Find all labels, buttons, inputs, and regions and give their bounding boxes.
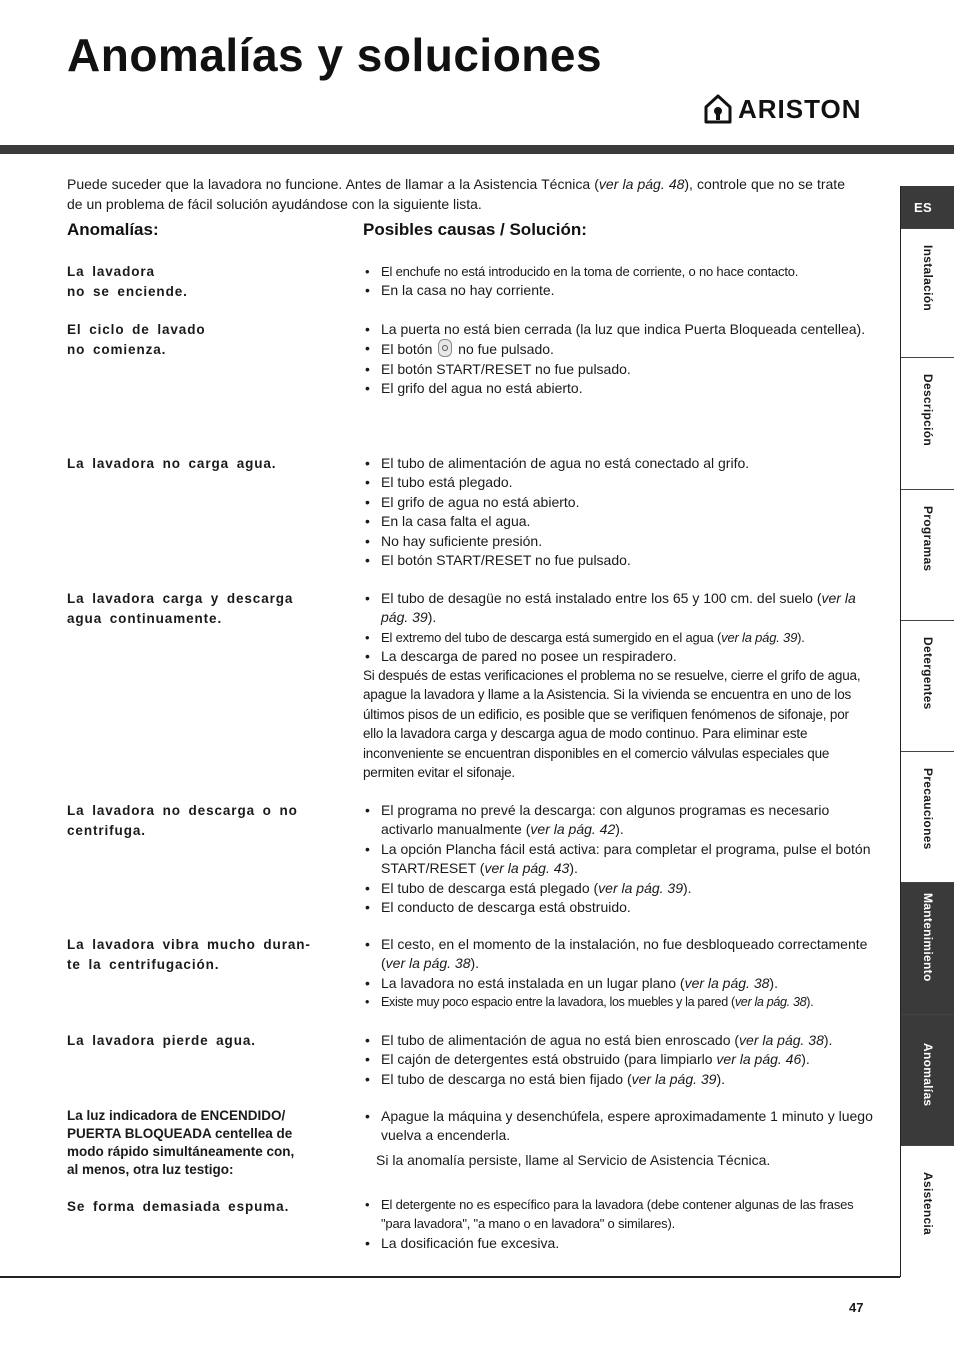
- cause-item: • El cesto, en el momento de la instalación, no fue desbloqueado correctamente (ver la pág. 38).: [363, 935, 873, 974]
- cause-item: • El botón START/RESET no fue pulsado.: [363, 360, 873, 379]
- page-reference: ver la pág. 48: [598, 176, 685, 192]
- cause-item: • En la casa no hay corriente.: [363, 281, 873, 300]
- cause-item: • La descarga de pared no posee un respiradero.: [363, 647, 873, 666]
- cause-item: • El enchufe no está introducido en la toma de corriente, o no hace contacto.: [363, 262, 873, 281]
- cause-item: • El botón no fue pulsado.: [363, 339, 873, 359]
- causes-list: [363, 935, 873, 1013]
- anomaly-label: La lavadora no se enciende.: [67, 264, 188, 299]
- tab-language[interactable]: ES: [901, 186, 954, 229]
- cause-item: • No hay suficiente presión.: [363, 532, 873, 551]
- brand-logo: [704, 93, 862, 125]
- cause-item: • El tubo de alimentación de agua no está conectado al grifo.: [363, 454, 873, 473]
- causes-list: [363, 1107, 873, 1146]
- tab-mantenimiento[interactable]: Mantenimiento: [901, 883, 954, 1015]
- cause-item: • El cajón de detergentes está obstruido (para limpiarlo ver la pág. 46).: [363, 1050, 873, 1069]
- footer-divider: [0, 1276, 900, 1278]
- cause-item: • El detergente no es específico para la lavadora (debe contener algunas de las frases "para lavadora", "a mano o en lavadora" o similares).: [363, 1195, 873, 1234]
- cause-item: • El tubo de descarga no está bien fijado (ver la pág. 39).: [363, 1070, 873, 1089]
- tab-descripcion[interactable]: Descripción: [901, 358, 954, 490]
- causes-list: [363, 262, 873, 301]
- causes-list: [363, 1195, 873, 1253]
- anomalies-heading: Anomalías:: [67, 220, 159, 239]
- power-button-icon: [438, 339, 452, 357]
- tab-asistencia[interactable]: Asistencia: [921, 1172, 935, 1236]
- causes-list: [363, 801, 873, 917]
- anomaly-label: La lavadora no descarga o no centrifuga.: [67, 803, 298, 838]
- page-title: Anomalías y soluciones: [67, 29, 603, 81]
- cause-item: • La dosificación fue excesiva.: [363, 1234, 873, 1253]
- cause-item: • El conducto de descarga está obstruido.: [363, 898, 873, 917]
- anomaly-label: La lavadora carga y descarga agua continuamente.: [67, 591, 294, 626]
- page-number: 47: [849, 1300, 864, 1315]
- causes-heading: Posibles causas / Solución:: [363, 220, 587, 239]
- cause-item: • La puerta no está bien cerrada (la luz que indica Puerta Bloqueada centellea).: [363, 320, 873, 339]
- causes-list: [363, 454, 873, 570]
- tab-precauciones[interactable]: Precauciones: [901, 752, 954, 883]
- causes-list: [363, 589, 873, 667]
- tab-anomalias[interactable]: Anomalías: [901, 1015, 954, 1146]
- cause-item: • El grifo de agua no está abierto.: [363, 493, 873, 512]
- anomaly-label: La lavadora pierde agua.: [67, 1033, 256, 1048]
- cause-item: • La opción Plancha fácil está activa: para completar el programa, pulse el botón START/RESET (ver la pág. 43).: [363, 840, 873, 879]
- tab-detergentes[interactable]: Detergentes: [901, 621, 954, 752]
- cause-item: • Apague la máquina y desenchúfela, espere aproximadamente 1 minuto y luego vuelva a encenderla.: [363, 1107, 873, 1146]
- cause-item: • El tubo de descarga está plegado (ver la pág. 39).: [363, 879, 873, 898]
- cause-item: • Existe muy poco espacio entre la lavadora, los muebles y la pared (ver la pág. 38).: [363, 993, 873, 1012]
- anomaly-label: La luz indicadora de ENCENDIDO/ PUERTA BLOQUEADA centellea de modo rápido simultáneamente con, al menos, otra luz testigo:: [67, 1108, 295, 1177]
- cause-item: • El tubo de desagüe no está instalado entre los 65 y 100 cm. del suelo (ver la pág. 39).: [363, 589, 873, 628]
- cause-item: • El extremo del tubo de descarga está sumergido en el agua (ver la pág. 39).: [363, 628, 873, 647]
- section-tab-bar: [900, 186, 954, 1277]
- cause-item: • El botón START/RESET no fue pulsado.: [363, 551, 873, 570]
- tab-programas[interactable]: Programas: [901, 490, 954, 621]
- cause-note: Si después de estas verificaciones el problema no se resuelve, cierre el grifo de agua, apague la lavadora y llame a la Asistencia. Si la vivienda se encuentra en uno de los últimos pisos de un edificio, es posible que se verifiquen fenómenos de sifonaje, por ello la lavadora carga y descarga agua de modo continuo. Para eliminar este inconveniente se encuentran disponibles en el comercio válvulas especiales que permiten evitar el sifonaje.: [363, 668, 861, 781]
- cause-item: • El tubo está plegado.: [363, 473, 873, 492]
- anomaly-label: La lavadora vibra mucho duran- te la centrifugación.: [67, 937, 311, 972]
- intro-paragraph: Puede suceder que la lavadora no funcione. Antes de llamar a la Asistencia Técnica (ver la pág. 48), controle que no se trate de un problema de fácil solución ayudándose con la siguiente lista.: [67, 176, 845, 212]
- cause-note: Si la anomalía persiste, llame al Servicio de Asistencia Técnica.: [376, 1152, 771, 1168]
- cause-item: • El grifo del agua no está abierto.: [363, 379, 873, 398]
- causes-list: [363, 1031, 873, 1089]
- tab-instalacion[interactable]: Instalación: [901, 229, 954, 358]
- cause-item: • El tubo de alimentación de agua no está bien enroscado (ver la pág. 38).: [363, 1031, 873, 1050]
- anomaly-label: El ciclo de lavado no comienza.: [67, 322, 206, 357]
- anomaly-label: Se forma demasiada espuma.: [67, 1199, 290, 1214]
- house-logo-icon: [704, 94, 732, 124]
- header-divider: [0, 145, 954, 154]
- cause-item: • El programa no prevé la descarga: con algunos programas es necesario activarlo manualmente (ver la pág. 42).: [363, 801, 873, 840]
- causes-list: [363, 320, 873, 399]
- brand-name: ARISTON: [738, 93, 862, 124]
- cause-item: • En la casa falta el agua.: [363, 512, 873, 531]
- anomaly-label: La lavadora no carga agua.: [67, 456, 277, 471]
- cause-item: • La lavadora no está instalada en un lugar plano (ver la pág. 38).: [363, 974, 873, 993]
